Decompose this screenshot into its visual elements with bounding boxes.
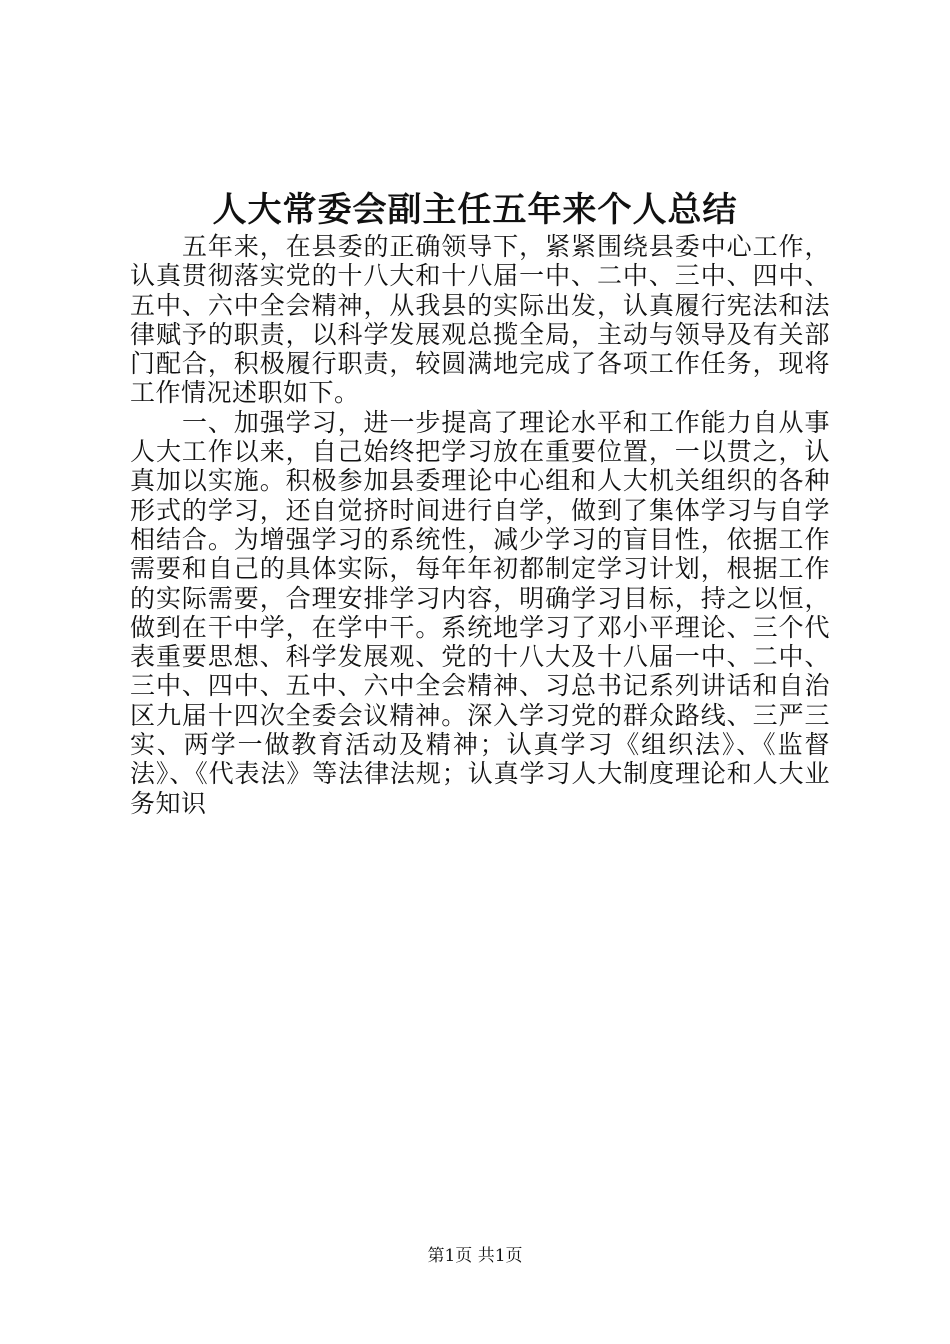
document-body — [130, 232, 830, 818]
section-one-paragraph: 一、加强学习，进一步提高了理论水平和工作能力自从事人大工作以来，自己始终把学习放在重要位置，一以贯之，认真加以实施。积极参加县委理论中心组和人大机关组织的各种形式的学习，还自觉挤时间进行自学，做到了集体学习与自学相结合。为增强学习的系统性，减少学习的盲目性，依据工作需要和自己的具体实际，每年年初都制定学习计划，根据工作的实际需要，合理安排学习内容，明确学习目标，持之以恒，做到在干中学，在学中干。系统地学习了邓小平理论、三个代表重要思想、科学发展观、党的十八大及十八届一中、二中、三中、四中、五中、六中全会精神、习总书记系列讲话和自治区九届十四次全委会议精神。深入学习党的群众路线、三严三实、两学一做教育活动及精神；认真学习《组织法》、《监督法》、《代表法》等法律法规；认真学习人大制度理论和人大业务知识 — [130, 407, 830, 818]
document-title: 人大常委会副主任五年来个人总结 — [212, 190, 738, 230]
intro-paragraph: 五年来，在县委的正确领导下，紧紧围绕县委中心工作，认真贯彻落实党的十八大和十八届一中、二中、三中、四中、五中、六中全会精神，从我县的实际出发，认真履行宪法和法律赋予的职责，以科学发展观总揽全局，主动与领导及有关部门配合，积极履行职责，较圆满地完成了各项工作任务，现将工作情况述职如下。 — [130, 232, 830, 408]
page-footer: 第1页 共1页 — [427, 1246, 523, 1266]
